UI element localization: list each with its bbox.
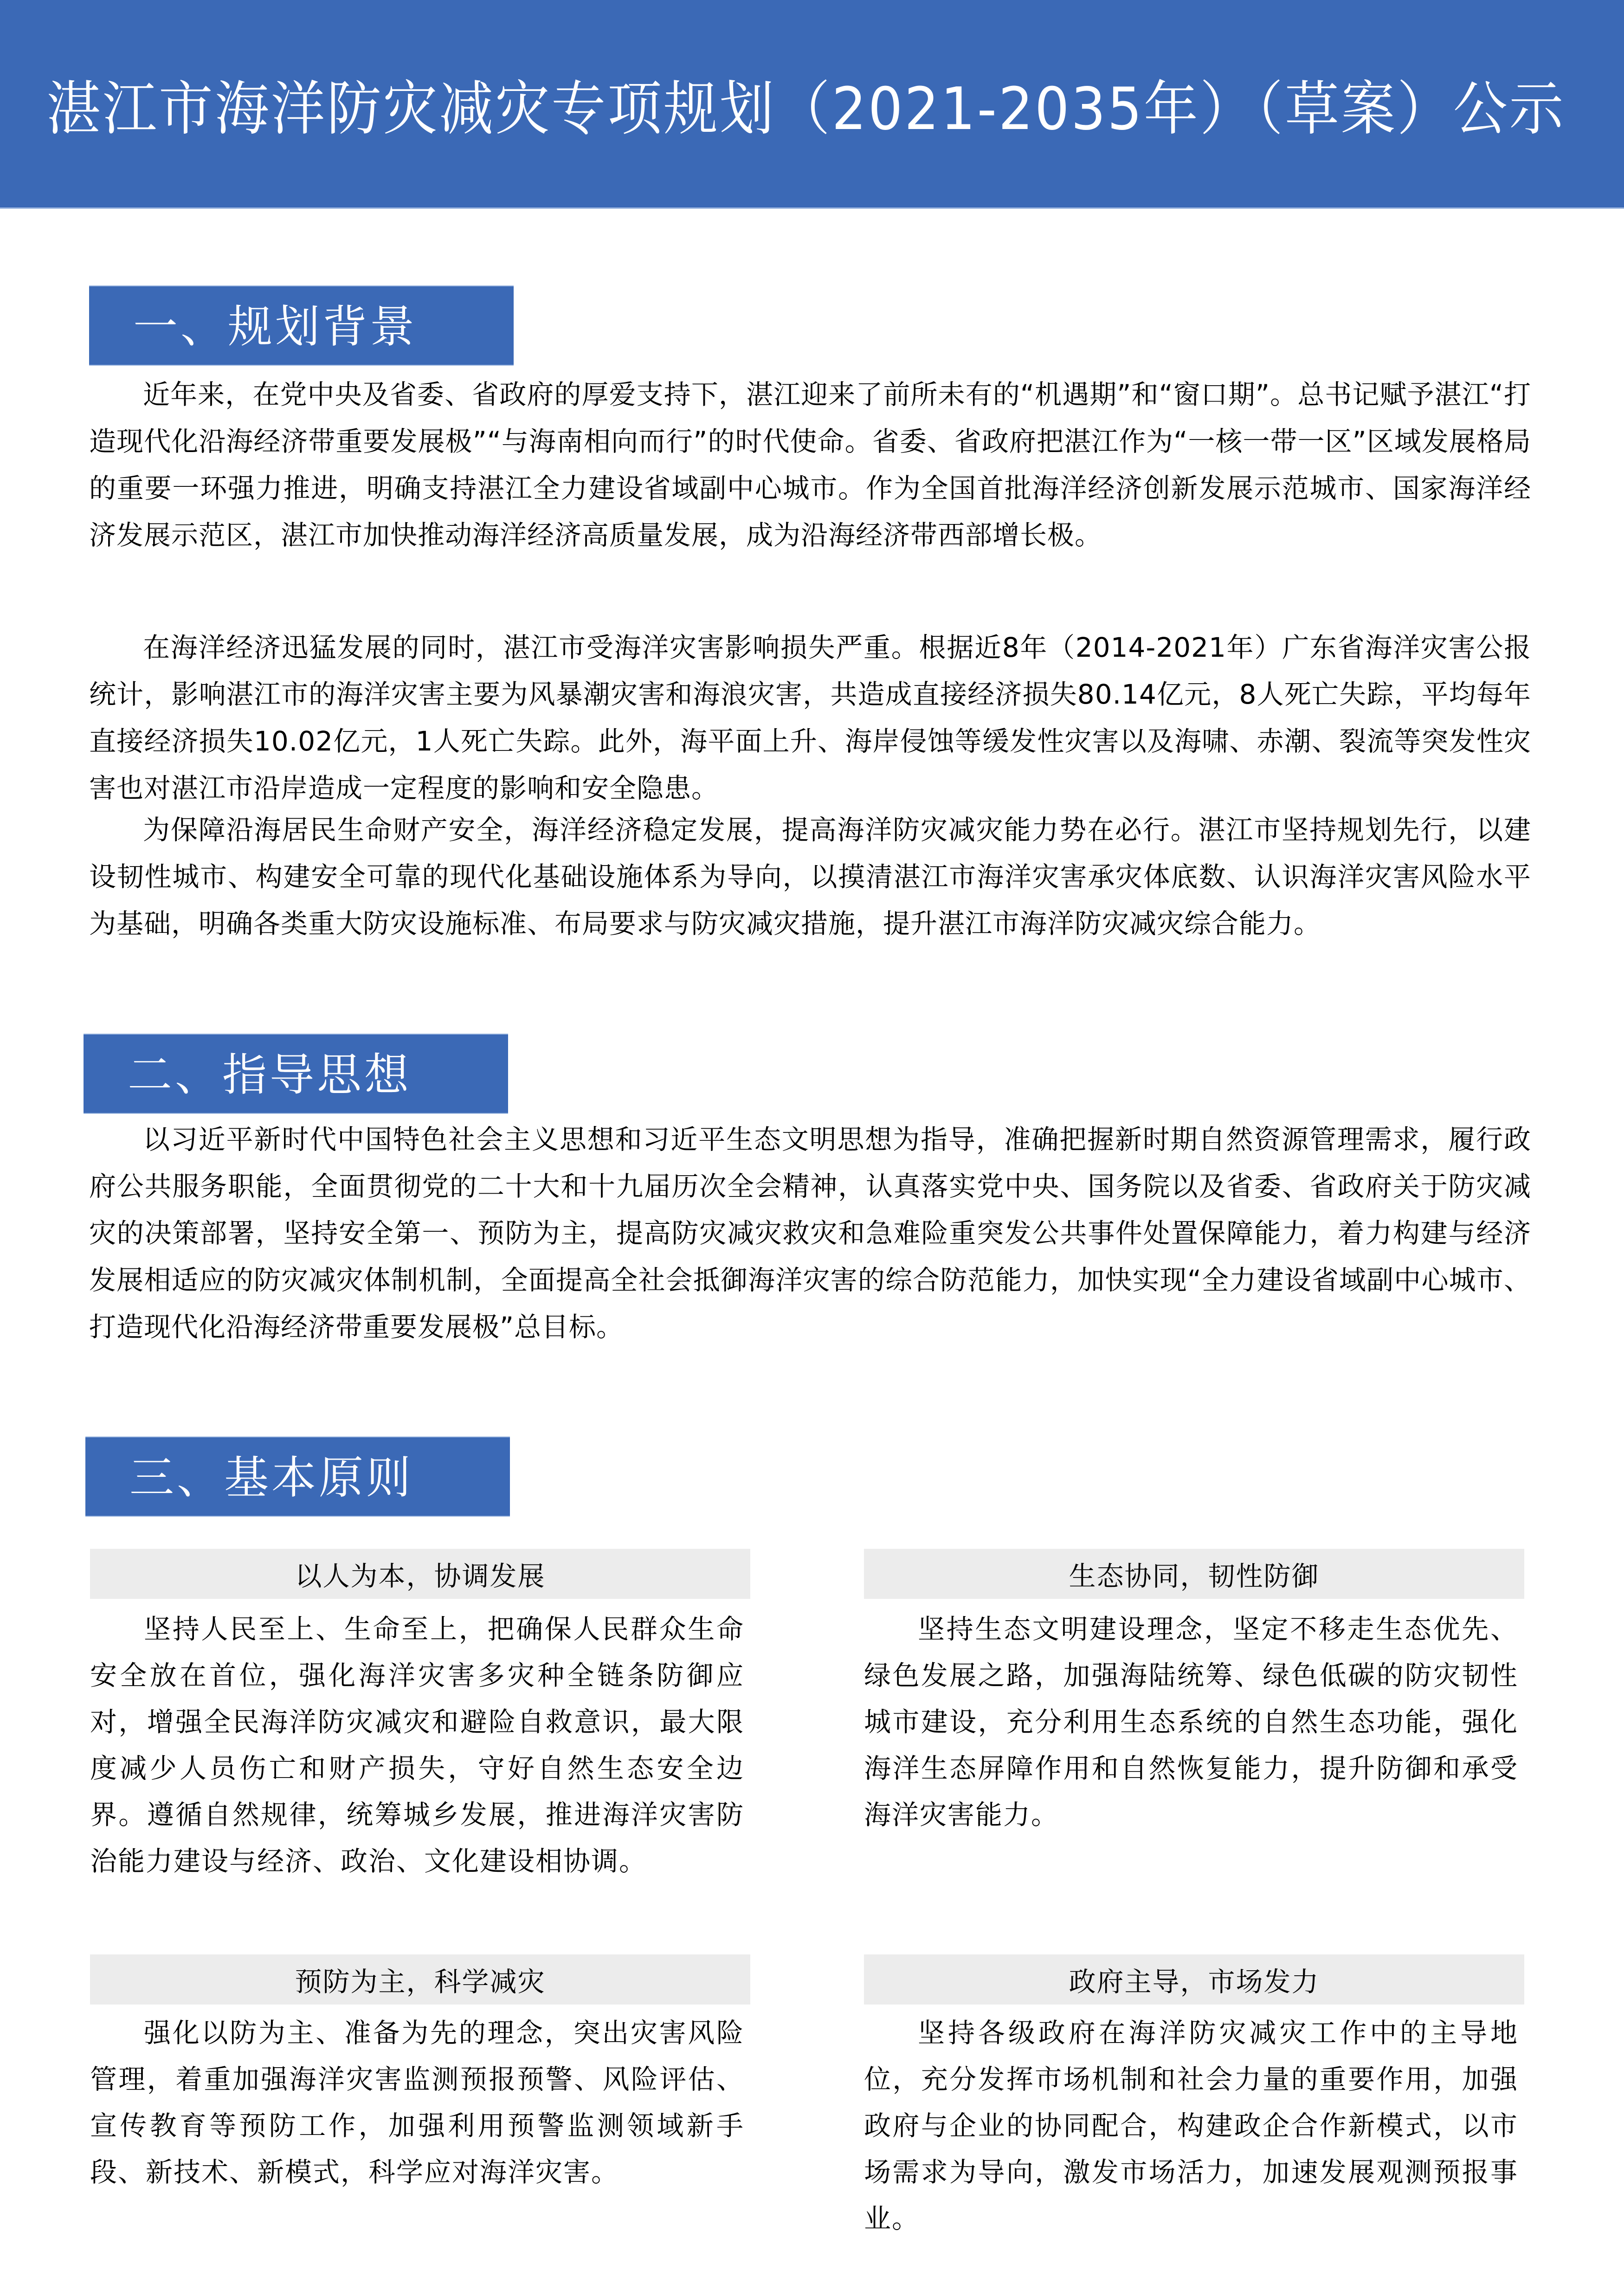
principle-title: 政府主导，市场发力 [1069,1966,1320,1998]
principle-header-people-first [90,1549,750,1599]
section-heading-label: 二、指导思想 [128,1049,412,1101]
section-heading-guiding-ideology [84,1034,508,1114]
page-title: 湛江市海洋防灾减灾专项规划（2021-2035年）（草案）公示 [46,75,1566,143]
background-paragraph-3: 为保障沿海居民生命财产安全，海洋经济稳定发展，提高海洋防灾减灾能力势在必行。湛江市坚持规划先行，以建设韧性城市、构建安全可靠的现代化基础设施体系为导向，以摸清湛江市海洋灾害承灾体底数、认识海洋灾害风险水平为基础，明确各类重大防灾设施标准、布局要求与防灾减灾措施，提升湛江市海洋防灾减灾综合能力。 [89,814,1531,939]
principle-title: 生态协同，韧性防御 [1069,1560,1320,1592]
background-paragraph-2: 在海洋经济迅猛发展的同时，湛江市受海洋灾害影响损失严重。根据近8年（2014-2021年）广东省海洋灾害公报统计，影响湛江市的海洋灾害主要为风暴潮灾害和海浪灾害，共造成直接经济损失80.14亿元，8人死亡失踪，平均每年直接经济损失10.02亿元，1人死亡失踪。此外，海平面上升、海岸侵蚀等缓发性灾害以及海啸、赤潮、裂流等突发性灾害也对湛江市沿岸造成一定程度的影响和安全隐患。 [89,632,1531,804]
principle-body-ecological-resilience: 坚持生态文明建设理念，坚定不移走生态优先、绿色发展之路，加强海陆统筹、绿色低碳的防灾韧性城市建设，充分利用生态系统的自然生态功能，强化海洋生态屏障作用和自然恢复能力，提升防御和承受海洋灾害能力。 [864,1613,1518,1830]
title-banner [0,0,1624,209]
principle-title: 预防为主，科学减灾 [295,1966,546,1998]
section-heading-label: 三、基本原则 [129,1452,413,1504]
background-paragraph-1: 近年来，在党中央及省委、省政府的厚爱支持下，湛江迎来了前所未有的“机遇期”和“窗口期”。总书记赋予湛江“打造现代化沿海经济带重要发展极”“与海南相向而行”的时代使命。省委、省政府把湛江作为“一核一带一区”区域发展格局的重要一环强力推进，明确支持湛江全力建设省域副中心城市。作为全国首批海洋经济创新发展示范城市、国家海洋经济发展示范区，湛江市加快推动海洋经济高质量发展，成为沿海经济带西部增长极。 [89,379,1531,551]
guiding-ideology-paragraph: 以习近平新时代中国特色社会主义思想和习近平生态文明思想为指导，准确把握新时期自然资源管理需求，履行政府公共服务职能，全面贯彻党的二十大和十九届历次全会精神，认真落实党中央、国务院以及省委、省政府关于防灾减灾的决策部署，坚持安全第一、预防为主，提高防灾减灾救灾和急难险重突发公共事件处置保障能力，着力构建与经济发展相适应的防灾减灾体制机制，全面提高全社会抵御海洋灾害的综合防范能力，加快实现“全力建设省域副中心城市、打造现代化沿海经济带重要发展极”总目标。 [89,1124,1531,1343]
section-heading-label: 一、规划背景 [133,301,417,353]
section-heading-basic-principles [85,1436,510,1517]
principle-body-prevention-first: 强化以防为主、准备为先的理念，突出灾害风险管理，着重加强海洋灾害监测预报预警、风险评估、宣传教育等预防工作，加强利用预警监测领域新手段、新技术、新模式，科学应对海洋灾害。 [90,2017,744,2188]
principle-body-people-first: 坚持人民至上、生命至上，把确保人民群众生命安全放在首位，强化海洋灾害多灾种全链条防御应对，增强全民海洋防灾减灾和避险自救意识，最大限度减少人员伤亡和财产损失，守好自然生态安全边界。遵循自然规律，统筹城乡发展，推进海洋灾害防治能力建设与经济、政治、文化建设相协调。 [90,1613,744,1877]
principle-header-prevention-first [90,1954,750,2005]
principle-title: 以人为本，协调发展 [295,1560,546,1592]
section-heading-background [89,285,514,366]
principle-header-government-led [864,1954,1524,2005]
principle-header-ecological-resilience [864,1549,1524,1599]
principle-body-government-led: 坚持各级政府在海洋防灾减灾工作中的主导地位，充分发挥市场机制和社会力量的重要作用，加强政府与企业的协同配合，构建政企合作新模式，以市场需求为导向，激发市场活力，加速发展观测预报事业。 [864,2017,1518,2234]
